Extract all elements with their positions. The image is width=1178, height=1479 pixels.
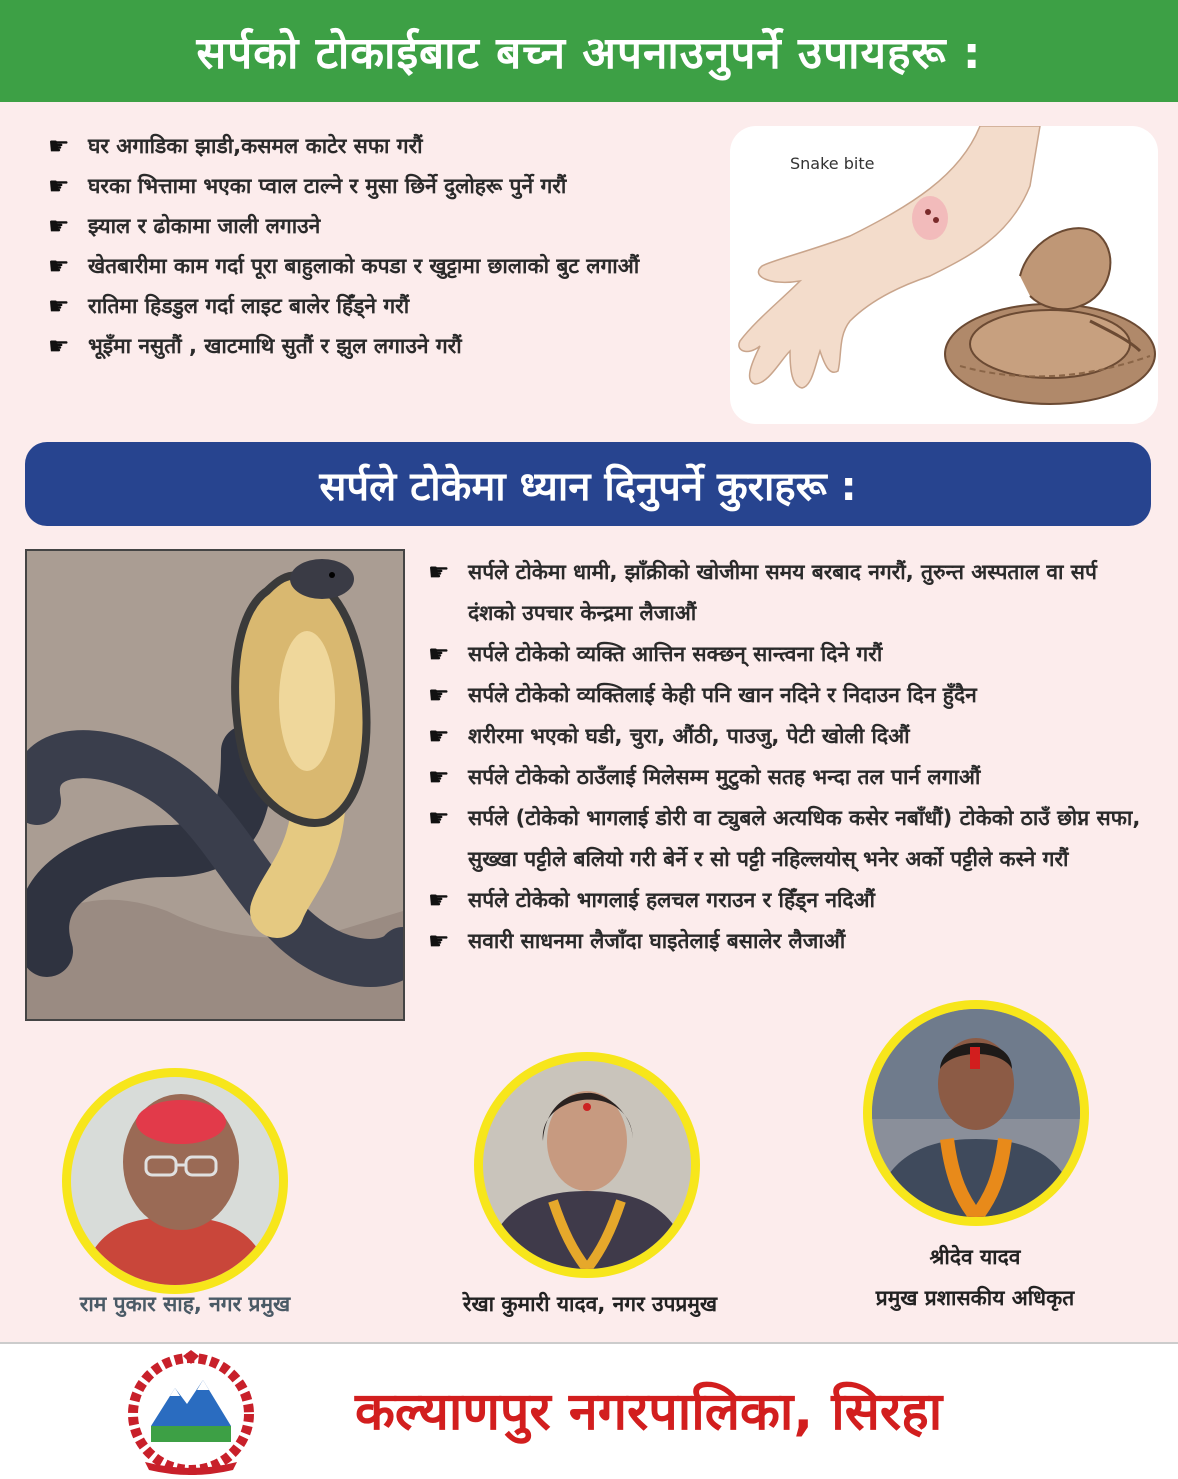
pointing-hand-icon: ☛ bbox=[48, 172, 70, 200]
mayor-photo bbox=[71, 1077, 279, 1285]
list-item: ☛ सर्पले टोकेको व्यक्ति आत्तिन सक्छन् सान्त्वना दिने गरौं bbox=[428, 634, 1148, 675]
list-item: ☛ सवारी साधनमा लैजाँदा घाइतेलाई बसालेर लैजाऔं bbox=[428, 921, 1148, 962]
pointing-hand-icon: ☛ bbox=[428, 763, 450, 791]
list-item: ☛ सर्पले टोकेको व्यक्तिलाई केही पनि खान नदिने र निदाउन दिन हुँदैन bbox=[428, 675, 1148, 716]
cao-title: प्रमुख प्रशासकीय अधिकृत bbox=[875, 1286, 1075, 1310]
municipality-title: कल्याणपुर नगरपालिका, सिरहा bbox=[355, 1382, 943, 1442]
cobra-photo bbox=[25, 549, 405, 1021]
avatar bbox=[71, 1077, 279, 1285]
list-item: ☛ सर्पले टोकेको ठाउँलाई मिलेसम्म मुटुको सतह भन्दा तल पार्न लगाऔं bbox=[428, 757, 1148, 798]
mayor-portrait bbox=[62, 1068, 288, 1294]
list-item: ☛ सर्पले टोकेमा धामी, झाँक्रीको खोजीमा समय बरबाद नगरौं, तुरुन्त अस्पताल वा सर्प दंशको उपचार केन्द्रमा लैजाऔं bbox=[428, 552, 1128, 634]
top-banner bbox=[0, 0, 1178, 102]
cobra-drawing bbox=[27, 551, 403, 1019]
deputy-mayor-portrait bbox=[474, 1052, 700, 1278]
pointing-hand-icon: ☛ bbox=[48, 132, 70, 160]
list-item: ☛ खेतबारीमा काम गर्दा पूरा बाहुलाको कपडा र खुट्टामा छालाको बुट लगाऔं bbox=[48, 246, 708, 286]
prevention-list bbox=[48, 126, 728, 366]
pointing-hand-icon: ☛ bbox=[48, 332, 70, 360]
illustration-caption: Snake bite bbox=[790, 154, 875, 173]
pointing-hand-icon: ☛ bbox=[428, 681, 450, 709]
prevention-heading: सर्पको टोकाईबाट बच्न अपनाउनुपर्ने उपायहरू : bbox=[196, 28, 982, 79]
list-item: ☛ रातिमा हिडडुल गर्दा लाइट बालेर हिँड्ने गरौं bbox=[48, 286, 728, 326]
pointing-hand-icon: ☛ bbox=[428, 886, 450, 914]
pointing-hand-icon: ☛ bbox=[48, 212, 70, 240]
pointing-hand-icon: ☛ bbox=[428, 722, 450, 750]
cao-portrait bbox=[863, 1000, 1089, 1226]
nepal-emblem-icon bbox=[125, 1350, 257, 1476]
deputy-mayor-name: रेखा कुमारी यादव, नगर उपप्रमुख bbox=[462, 1292, 718, 1316]
avatar bbox=[483, 1061, 691, 1269]
care-heading: सर्पले टोकेमा ध्यान दिनुपर्ने कुराहरू : bbox=[319, 463, 857, 510]
pointing-hand-icon: ☛ bbox=[428, 804, 450, 832]
list-item: ☛ सर्पले टोकेको भागलाई हलचल गराउन र हिँड्न नदिऔं bbox=[428, 880, 1148, 921]
deputy-mayor-photo bbox=[483, 1061, 691, 1269]
cao-name: श्रीदेव यादव bbox=[929, 1245, 1021, 1269]
snake-bite-illustration bbox=[730, 126, 1158, 424]
pointing-hand-icon: ☛ bbox=[428, 558, 450, 586]
list-item: ☛ घरका भित्तामा भएका प्वाल टाल्ने र मुसा छिर्ने दुलोहरू पुर्ने गरौं bbox=[48, 166, 728, 206]
mayor-name: राम पुकार साह, नगर प्रमुख bbox=[79, 1292, 291, 1316]
pointing-hand-icon: ☛ bbox=[428, 927, 450, 955]
pointing-hand-icon: ☛ bbox=[428, 640, 450, 668]
list-item: ☛ सर्पले (टोकेको भागलाई डोरी वा ट्युबले अत्यधिक कसेर नबाँधौं) टोकेको ठाउँ छोप्न सफा, सुख्खा पट्टीले बलियो गरी बेर्ने र सो पट्टी नहिल्लयोस् भनेर अर्को पट्टीले कस्ने गरौं bbox=[428, 798, 1148, 880]
cao-photo bbox=[872, 1009, 1080, 1217]
avatar bbox=[872, 1009, 1080, 1217]
footer bbox=[0, 1342, 1178, 1479]
list-item: ☛ झ्याल र ढोकामा जाली लगाउने bbox=[48, 206, 728, 246]
list-item: ☛ शरीरमा भएको घडी, चुरा, औंठी, पाउजु, पेटी खोली दिऔं bbox=[428, 716, 1148, 757]
care-banner bbox=[25, 442, 1151, 526]
list-item: ☛ भूइँमा नसुतौं , खाटमाथि सुतौं र झुल लगाउने गरौं bbox=[48, 326, 728, 366]
pointing-hand-icon: ☛ bbox=[48, 292, 70, 320]
pointing-hand-icon: ☛ bbox=[48, 252, 70, 280]
care-list bbox=[428, 552, 1148, 962]
list-item: ☛ घर अगाडिका झाडी,कसमल काटेर सफा गरौं bbox=[48, 126, 728, 166]
